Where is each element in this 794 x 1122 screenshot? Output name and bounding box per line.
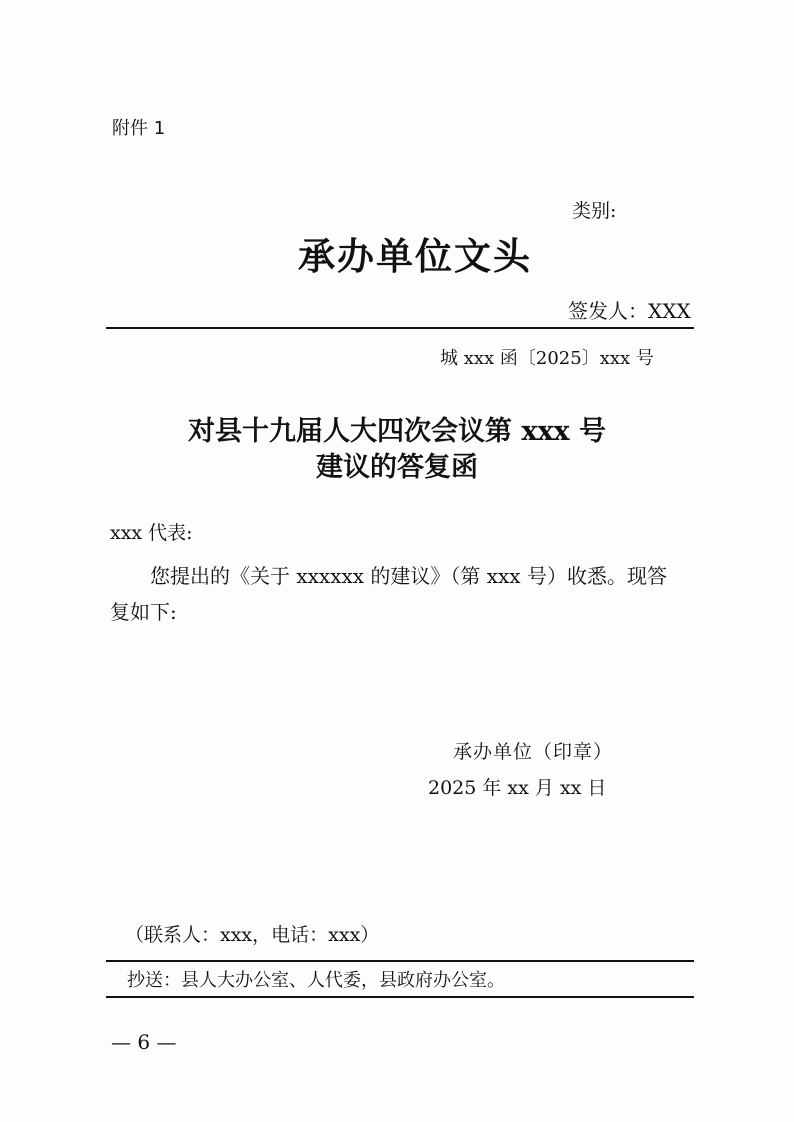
body-text-line-2: 复如下: [110,600,177,624]
contact-info: （联系人：xxx，电话：xxx） [125,924,380,946]
salutation: xxx 代表: [110,522,193,544]
attachment-label: 附件 1 [112,118,166,139]
cc-top-divider [106,960,694,962]
category-label: 类别: [572,200,617,222]
document-title-line-2: 建议的答复函 [316,452,478,483]
letterhead-title: 承办单位文头 [298,234,532,278]
page-number: — 6 — [111,1030,177,1054]
document-title-line-1: 对县十九届人大四次会议第 xxx 号 [187,416,607,447]
signer-label: 签发人：XXX [568,299,691,323]
body-text-line-1: 您提出的《关于 xxxxxx 的建议》（第 xxx 号）收悉。现答 [150,564,667,588]
cc-bottom-divider [106,996,694,998]
issuer-seal-label: 承办单位（印章） [453,741,614,763]
issue-date: 2025 年 xx 月 xx 日 [428,777,607,799]
cc-line: 抄送：县人大办公室、人代委，县政府办公室。 [127,970,505,991]
header-divider [106,327,694,329]
document-number: 城 xxx 函〔2025〕xxx 号 [440,348,654,369]
